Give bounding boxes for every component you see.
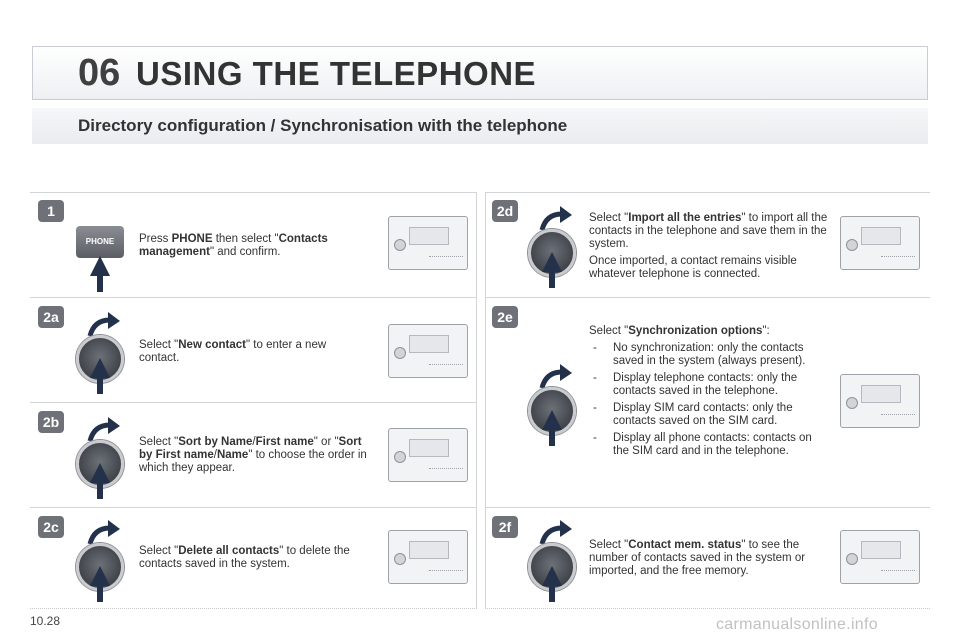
press-arrow-stem (549, 270, 555, 288)
list-item: - Display telephone contacts: only the contacts saved in the telephone. (589, 372, 829, 398)
step-badge-2b: 2b (38, 411, 64, 433)
press-arrow-icon (90, 256, 110, 276)
press-arrow-icon (90, 566, 110, 586)
list-item: - No synchronization: only the contacts saved in the system (always present). (589, 342, 829, 368)
step-2b-text: Select "Sort by Name/First name" or "Sort by First name/Name" to choose the order in which they appear. (139, 436, 367, 474)
step-2a-text: Select "New contact" to enter a new contact. (139, 339, 327, 364)
phone-key-icon: PHONE (76, 226, 124, 258)
press-arrow-stem (549, 584, 555, 602)
radio-unit-thumbnail (840, 374, 920, 428)
step-badge-2a: 2a (38, 306, 64, 328)
step-2f-text: Select "Contact mem. status" to see the number of contacts saved in the system or imported, and the free memory. (589, 539, 806, 577)
section-title: Directory configuration / Synchronisation with the telephone (78, 116, 568, 135)
step-2d-text: Select "Import all the entries" to import all the contacts in the telephone and save them in the system. Once imported, a contact remains visible whatever telephone is connected. (589, 212, 828, 280)
step-badge-2d: 2d (492, 200, 518, 222)
step-badge-2e: 2e (492, 306, 518, 328)
press-arrow-stem (549, 428, 555, 446)
sync-options-list (589, 342, 829, 458)
press-arrow-icon (542, 410, 562, 430)
press-arrow-stem (97, 481, 103, 499)
radio-unit-thumbnail (840, 530, 920, 584)
press-arrow-stem (97, 274, 103, 292)
press-arrow-icon (90, 463, 110, 483)
list-item: - Display SIM card contacts: only the contacts saved on the SIM card. (589, 402, 829, 428)
step-2d-note: Once imported, a contact remains visible whatever telephone is connected. (589, 255, 797, 280)
step-1-text: Press PHONE then select "Contacts management" and confirm. (139, 233, 328, 258)
press-arrow-icon (542, 566, 562, 586)
chapter-number: 06 (78, 52, 121, 94)
step-2e-text: Select "Synchronization options": - No synchronization: only the contacts saved in the system (always present). - Display telephone contacts: only the contacts saved in the telephone. - Display SIM card contacts: only the contacts saved on the SIM card. - Display all phone contacts: contacts on the SIM card and in the telephone. (589, 325, 829, 462)
press-arrow-icon (90, 358, 110, 378)
radio-unit-thumbnail (388, 216, 468, 270)
press-arrow-stem (97, 376, 103, 394)
press-arrow-stem (97, 584, 103, 602)
press-arrow-icon (542, 252, 562, 272)
radio-unit-thumbnail (388, 324, 468, 378)
radio-unit-thumbnail (388, 530, 468, 584)
step-2c-text: Select "Delete all contacts" to delete the contacts saved in the system. (139, 545, 350, 570)
radio-unit-thumbnail (840, 216, 920, 270)
step-badge-1: 1 (38, 200, 64, 222)
list-item: - Display all phone contacts: contacts on the SIM card and in the telephone. (589, 432, 829, 458)
watermark: carmanualsonline.info (716, 616, 878, 633)
page-number: 10.28 (30, 614, 61, 628)
chapter-title: USING THE TELEPHONE (136, 55, 537, 92)
step-badge-2c: 2c (38, 516, 64, 538)
radio-unit-thumbnail (388, 428, 468, 482)
step-badge-2f: 2f (492, 516, 518, 538)
